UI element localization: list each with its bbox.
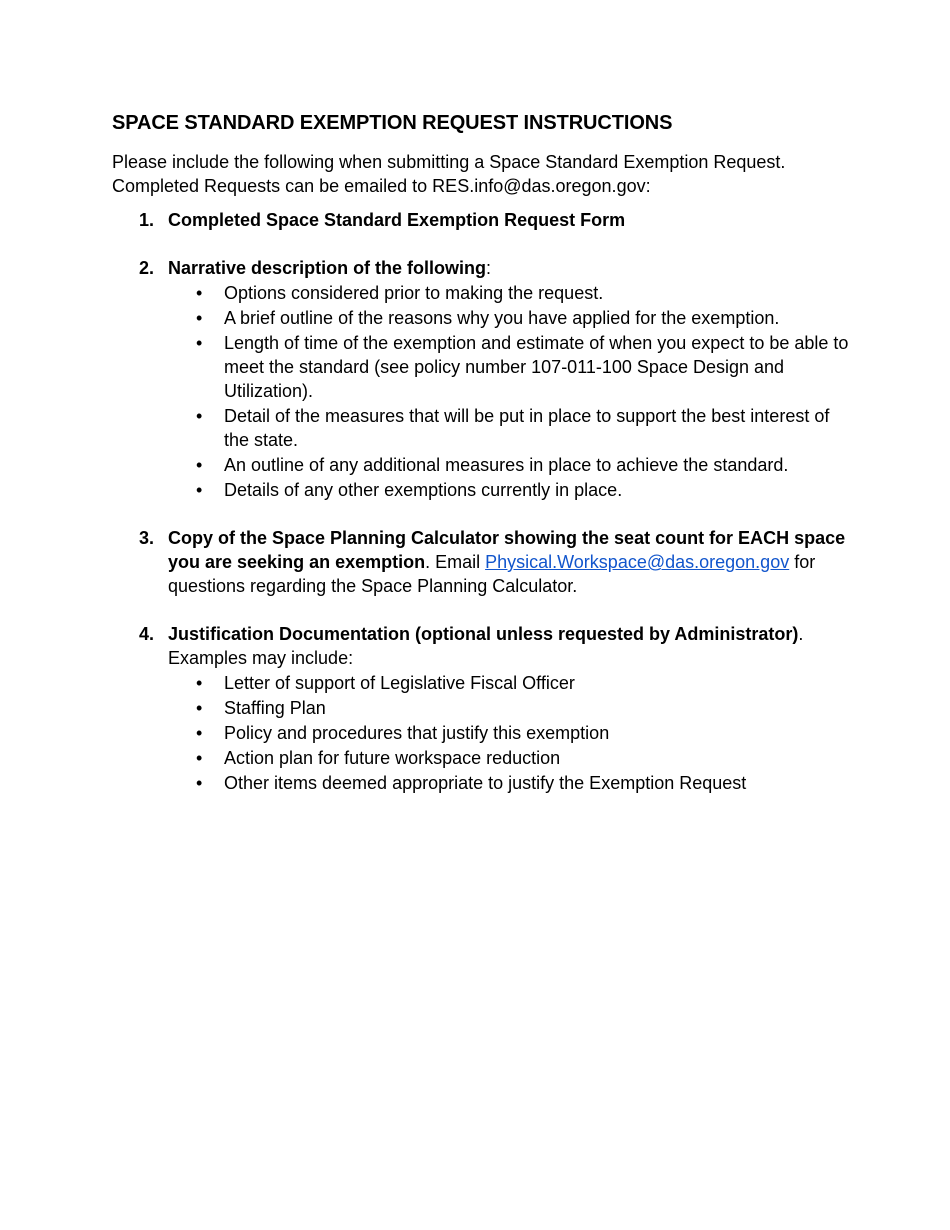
item-heading-suffix: : (486, 258, 492, 278)
intro-line-2: Completed Requests can be emailed to RES.info@das.oregon.gov: (112, 176, 651, 196)
bullet-text: A brief outline of the reasons why you have applied for the exemption. (224, 308, 780, 328)
item-number: 3. (139, 528, 155, 548)
item-number: 1. (139, 210, 155, 230)
instruction-item-1 (112, 208, 850, 232)
bullet-text: Detail of the measures that will be put in place to support the best interest of the state. (224, 406, 830, 450)
intro-paragraph (112, 150, 850, 198)
bullet-icon: • (196, 773, 203, 793)
examples-bullet-list (168, 671, 850, 795)
bullet-text: Letter of support of Legislative Fiscal Officer (224, 673, 575, 693)
instruction-item-4 (112, 622, 850, 795)
list-item (168, 746, 850, 770)
list-item (168, 721, 850, 745)
list-item (168, 478, 850, 502)
list-item (168, 404, 850, 452)
bullet-text: Staffing Plan (224, 698, 326, 718)
bullet-icon: • (196, 333, 203, 353)
bullet-text: Length of time of the exemption and estimate of when you expect to be able to meet the standard (see policy number 107-011-100 Space Design and Utilization). (224, 333, 849, 401)
item-heading: Copy of the Space Planning Calculator showing the seat count for EACH space you are seeking an exemption (168, 528, 846, 572)
bullet-icon: • (196, 748, 203, 768)
bullet-icon: • (196, 698, 203, 718)
bullet-icon: • (196, 283, 203, 303)
bullet-icon: • (196, 308, 203, 328)
bullet-icon: • (196, 673, 203, 693)
list-item (168, 331, 850, 403)
item-heading-suffix: . (798, 624, 804, 644)
bullet-text: Action plan for future workspace reduction (224, 748, 561, 768)
item-number: 2. (139, 258, 155, 278)
item-number: 4. (139, 624, 155, 644)
list-item (168, 771, 850, 795)
instruction-item-2 (112, 256, 850, 502)
intro-line-1: Please include the following when submitting a Space Standard Exemption Request. (112, 152, 786, 172)
list-item (168, 453, 850, 477)
item-heading: Completed Space Standard Exemption Request Form (168, 210, 626, 230)
item-text-after-link: for questions regarding the Space Planning Calculator. (168, 552, 816, 596)
instruction-item-3 (112, 526, 850, 598)
page-title: SPACE STANDARD EXEMPTION REQUEST INSTRUCTIONS (112, 112, 673, 134)
bullet-text: Options considered prior to making the request. (224, 283, 604, 303)
bullet-icon: • (196, 723, 203, 743)
bullet-text: Details of any other exemptions currently in place. (224, 480, 623, 500)
item-heading: Justification Documentation (optional unless requested by Administrator) (168, 624, 799, 644)
list-item (168, 281, 850, 305)
bullet-text: Other items deemed appropriate to justify the Exemption Request (224, 773, 747, 793)
instruction-list (112, 208, 850, 795)
narrative-bullet-list (168, 281, 850, 502)
bullet-icon: • (196, 455, 203, 475)
item-text-before-link: . Email (425, 552, 486, 572)
email-link[interactable]: Physical.Workspace@das.oregon.gov (485, 552, 790, 572)
item-heading: Narrative description of the following (168, 258, 487, 278)
item-subtext: Examples may include: (168, 648, 354, 668)
bullet-text: Policy and procedures that justify this exemption (224, 723, 610, 743)
bullet-text: An outline of any additional measures in place to achieve the standard. (224, 455, 789, 475)
list-item (168, 696, 850, 720)
bullet-icon: • (196, 480, 203, 500)
bullet-icon: • (196, 406, 203, 426)
list-item (168, 671, 850, 695)
list-item (168, 306, 850, 330)
